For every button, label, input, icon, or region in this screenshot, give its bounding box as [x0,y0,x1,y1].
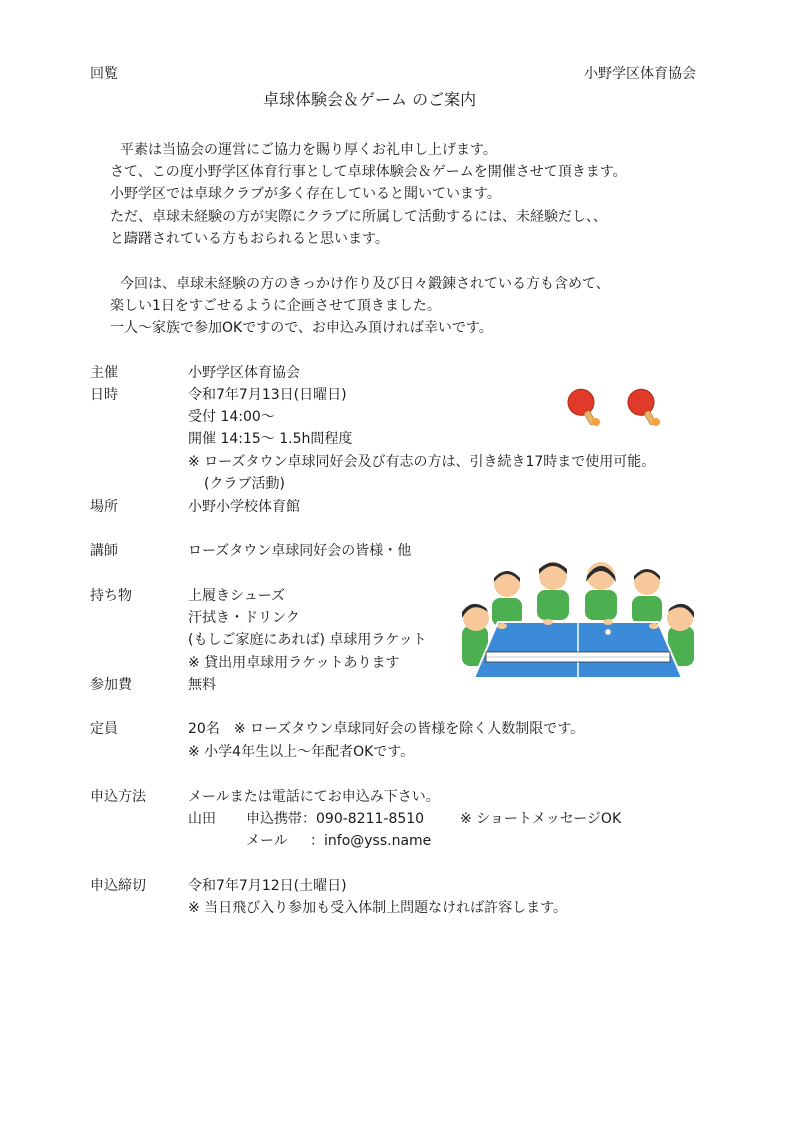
organizer-value: 小野学区体育協会 [188,365,300,381]
capacity-note: ※ 小学4年生以上～年配者OKです。 [188,744,415,760]
belonging-item-1: 上履きシューズ [188,588,286,604]
intro2-line-2: 楽しい1日をすごせるように企画させて頂きました。 [110,298,441,314]
opening-time: 開催 14:15～ 1.5h間程度 [188,431,353,447]
instructor-value: ローズタウン卓球同好会の皆様・他 [188,543,412,559]
application-method: メールまたは電話にてお申込み下さい。 [188,789,440,805]
fee-label: 参加費 [90,677,132,693]
datetime-label: 日時 [90,387,118,403]
mail-label: メール [246,833,288,849]
datetime-note: ※ ローズタウン卓球同好会及び有志の方は、引き続き17時まで使用可能。 [188,454,656,470]
intro-line-4: ただ、卓球未経験の方が実際にクラブに所属して活動するには、未経験だし、、 [110,209,607,225]
table-tennis-group-illustration [458,556,698,686]
circulation-label: 回覧 [90,66,118,82]
page-title: 卓球体験会＆ゲーム のご案内 [263,90,477,109]
contact-name: 山田 [188,811,216,827]
deadline-label: 申込締切 [90,878,146,894]
intro-line-5: と躊躇されている方もおられると思います。 [110,231,389,247]
organizer-label: 主催 [90,365,118,381]
venue-value: 小野小学校体育館 [188,499,300,515]
fee-value: 無料 [188,677,216,693]
deadline-note: ※ 当日飛び入り参加も受入体制上問題なければ許容します。 [188,900,568,916]
sms-note: ※ ショートメッセージOK [460,811,622,827]
intro-line-2: さて、この度小野学区体育行事として卓球体験会＆ゲームを開催させて頂きます。 [110,164,627,180]
belonging-item-3: (もしご家庭にあれば) 卓球用ラケット [188,632,427,648]
venue-label: 場所 [90,499,118,515]
intro2-line-3: 一人～家族で参加OKですので、お申込み頂ければ幸いです。 [110,320,493,336]
ping-pong-paddle-icon [620,386,670,430]
contact-email: ：info@yss.name [310,833,432,849]
datetime-note-2: (クラブ活動) [204,476,285,492]
belonging-item-2: 汗拭き・ドリンク [188,610,300,626]
organization-name: 小野学区体育協会 [584,66,696,82]
instructor-label: 講師 [90,543,118,559]
intro-line-1: 平素は当協会の運営にご協力を賜り厚くお礼申し上げます。 [120,142,497,158]
ping-pong-paddle-icon [560,386,610,430]
belongings-label: 持ち物 [90,588,132,604]
contact-phone: 申込携帯：090-8211-8510 [246,811,425,827]
event-date: 令和7年7月13日(日曜日) [188,387,347,403]
application-label: 申込方法 [90,789,146,805]
intro2-line-1: 今回は、卓球未経験の方のきっかけ作り及び日々鍛錬されている方も含めて、 [120,276,610,292]
intro-line-3: 小野学区では卓球クラブが多く存在していると聞いています。 [110,186,501,202]
belonging-item-4: ※ 貸出用卓球用ラケットあります [188,655,400,671]
reception-time: 受付 14:00～ [188,409,275,425]
capacity-label: 定員 [90,721,118,737]
capacity-value: 20名 ※ ローズタウン卓球同好会の皆様を除く人数制限です。 [188,721,585,737]
deadline-value: 令和7年7月12日(土曜日) [188,878,347,894]
